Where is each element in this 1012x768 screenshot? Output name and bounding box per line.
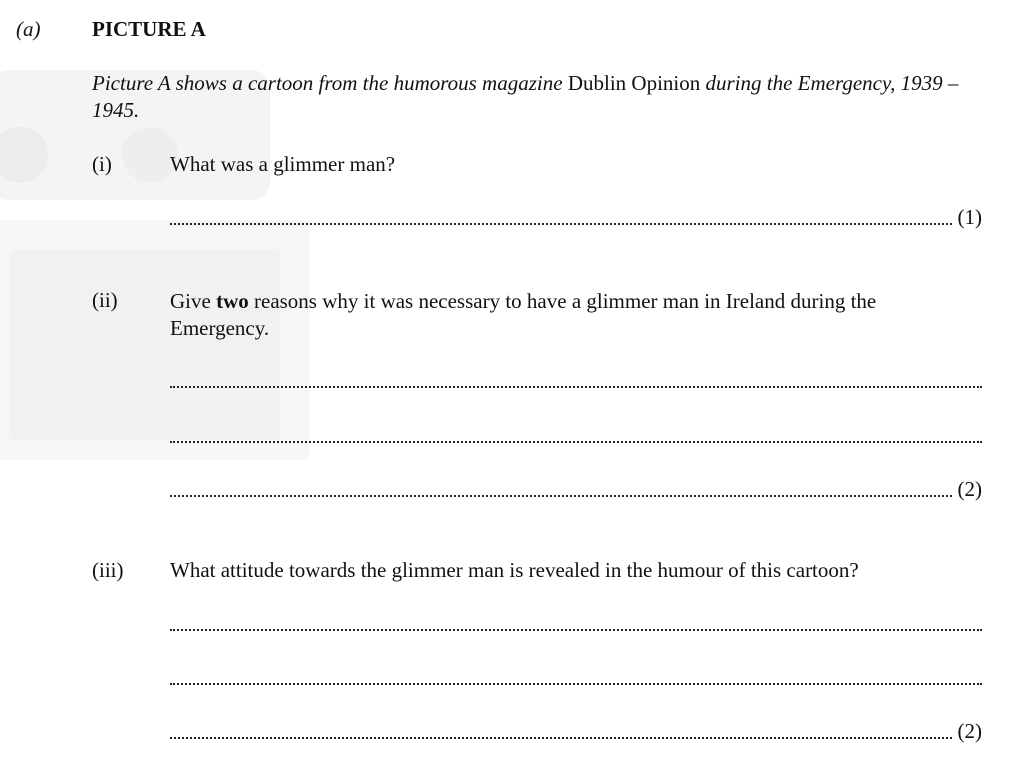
question-text-part: reasons why it was necessary to have a glimmer man in Ireland during the Emergency.	[170, 289, 877, 340]
question-text: What attitude towards the glimmer man is revealed in the humour of this cartoon?	[170, 558, 859, 582]
answer-line[interactable]	[170, 478, 982, 502]
answer-line[interactable]	[170, 206, 982, 230]
answer-line[interactable]	[170, 612, 982, 636]
intro-paragraph	[92, 70, 972, 124]
question-text	[170, 288, 980, 342]
section-title: PICTURE A	[92, 17, 206, 41]
answer-line[interactable]	[170, 666, 982, 690]
intro-text-1: Picture A shows a cartoon from the humorous magazine	[92, 71, 563, 95]
magazine-name: Dublin Opinion	[567, 71, 701, 95]
dotted-rule	[170, 683, 982, 685]
answer-line[interactable]	[170, 369, 982, 393]
dotted-rule	[170, 223, 952, 225]
emphasis-word: two	[216, 289, 249, 313]
marks-label: (2)	[957, 719, 982, 743]
dotted-rule	[170, 495, 952, 497]
question-number: (iii)	[92, 558, 124, 582]
question-number: (i)	[92, 152, 112, 176]
answer-line[interactable]	[170, 424, 982, 448]
dotted-rule	[170, 441, 982, 443]
question-number: (ii)	[92, 288, 118, 312]
dotted-rule	[170, 737, 952, 739]
answer-line[interactable]	[170, 720, 982, 744]
section-label: (a)	[16, 17, 41, 41]
question-text-part: Give	[170, 289, 211, 313]
dotted-rule	[170, 386, 982, 388]
marks-label: (2)	[957, 477, 982, 501]
question-text: What was a glimmer man?	[170, 152, 396, 176]
dotted-rule	[170, 629, 982, 631]
intro-text-2: during the Emergency, 1939 – 1945.	[92, 71, 959, 122]
marks-label: (1)	[957, 205, 982, 229]
